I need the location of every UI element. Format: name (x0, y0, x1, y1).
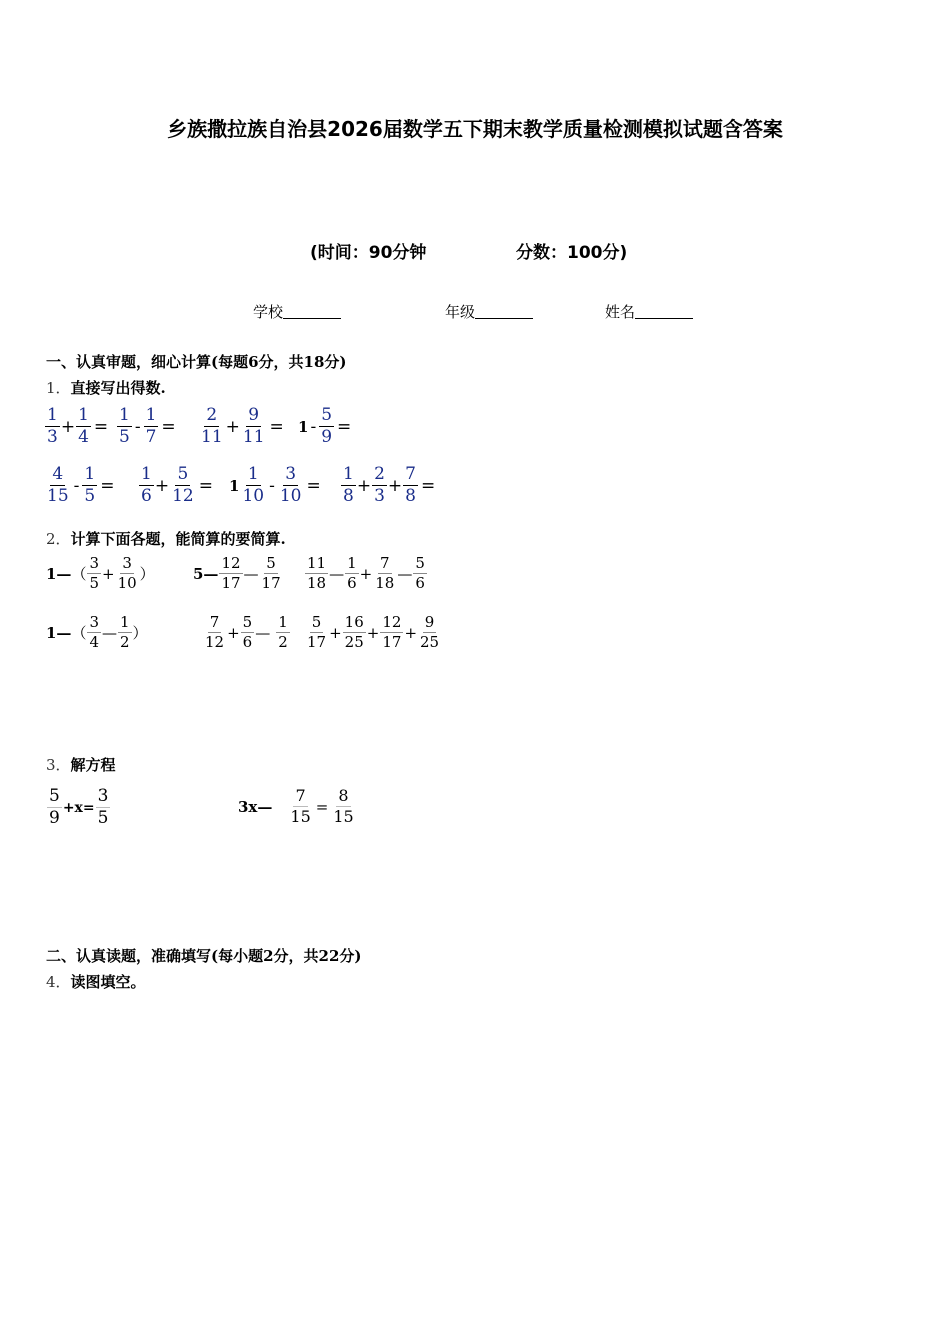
q2-expr-4: 1— （ $\frac{3}{4}$ — $\frac{1}{2}$ ） (46, 613, 148, 651)
question-3-text: 解方程 (70, 756, 116, 774)
q2-expr-3: $\frac{11}{18}$ — $\frac{1}{6}$ + $\frac{7}{18}$ — $\frac{5}{6}$ (307, 554, 425, 592)
q3-equation-2: 3x— $\frac{7}{15}$ = $\frac{8}{15}$ (238, 786, 354, 826)
section2-heading: 二、认真读题，准确填写(每小题2分，共22分) (46, 947, 362, 965)
name-blank[interactable] (635, 304, 693, 319)
grade-label: 年级 (445, 303, 476, 321)
q2-expr-5: $\frac{7}{12}$ + $\frac{5}{6}$ — $\frac{1}{2}$ (205, 613, 288, 651)
q3-equation-1: $\frac{5}{9}$ +x= $\frac{3}{5}$ (49, 786, 109, 828)
q1-expr-6: $\frac{1}{6}$ + $\frac{5}{12}$ = (141, 464, 213, 506)
question-1-text: 直接写出得数. (70, 379, 166, 397)
page-title: 乡族撒拉族自治县2026届数学五下期末教学质量检测模拟试题含答案 (167, 117, 783, 141)
school-field[interactable] (253, 301, 341, 322)
school-blank[interactable] (283, 304, 341, 319)
question-2 (46, 528, 286, 549)
name-label: 姓名 (605, 303, 636, 321)
q1-expr-5: $\frac{4}{15}$ - $\frac{1}{5}$ = (47, 464, 115, 506)
q1-expr-1: $\frac{1}{3}$ + $\frac{1}{4}$ = (47, 405, 109, 447)
exam-score: 分数：100分) (516, 243, 628, 263)
grade-field[interactable] (445, 301, 533, 322)
school-label: 学校 (253, 303, 284, 321)
question-4-text: 读图填空。 (70, 973, 146, 991)
q1-expr-8: $\frac{1}{8}$ + $\frac{2}{3}$ + $\frac{7}{8}$ = (343, 464, 436, 506)
question-4 (46, 971, 146, 992)
question-2-number: 2． (46, 530, 71, 548)
question-3 (46, 754, 116, 775)
question-1-number: 1． (46, 379, 71, 397)
exam-time: (时间：90分钟 (310, 243, 427, 263)
q2-expr-1: 1— （ $\frac{3}{5}$ + $\frac{3}{10}$ ） (46, 554, 155, 592)
q1-expr-7: 1 $\frac{1}{10}$ - $\frac{3}{10}$ = (229, 464, 321, 506)
question-4-number: 4． (46, 973, 71, 991)
grade-blank[interactable] (475, 304, 533, 319)
q1-expr-4: 1 - $\frac{5}{9}$ = (298, 405, 352, 447)
q2-expr-2: 5— $\frac{12}{17}$ — $\frac{5}{17}$ (193, 554, 281, 592)
q1-expr-3: $\frac{2}{11}$ + $\frac{9}{11}$ = (201, 405, 284, 447)
question-2-text: 计算下面各题，能简算的要简算. (70, 530, 286, 548)
section1-heading: 一、认真审题，细心计算(每题6分，共18分) (46, 353, 347, 371)
question-1 (46, 377, 166, 398)
q2-expr-6: $\frac{5}{17}$ + $\frac{16}{25}$ + $\frac{12}{17}$ + $\frac{9}{25}$ (307, 613, 440, 651)
name-field[interactable] (605, 301, 693, 322)
q1-expr-2: $\frac{1}{5}$ - $\frac{1}{7}$ = (119, 405, 176, 447)
question-3-number: 3． (46, 756, 71, 774)
